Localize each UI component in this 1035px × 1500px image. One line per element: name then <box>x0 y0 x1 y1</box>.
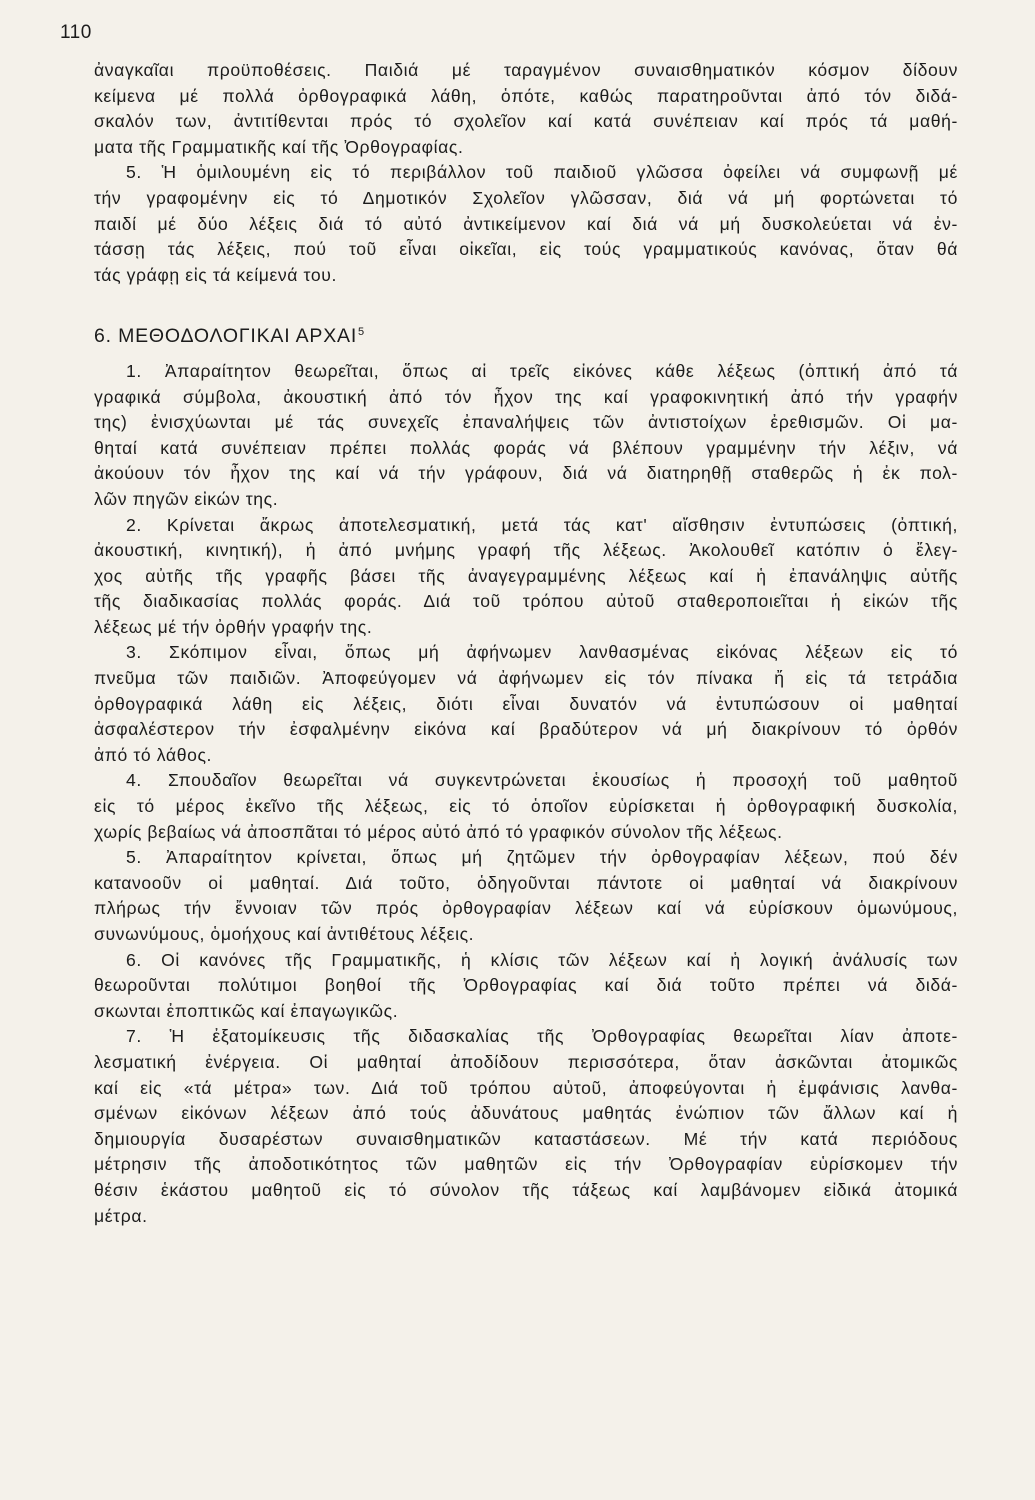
principle-7 <box>94 1024 958 1229</box>
text-line: ἀναγκαῖαι προϋποθέσεις. Παιδιά μέ ταραγμένον συναισθηματικόν κόσμον δίδουν <box>94 60 958 80</box>
text-line: χωρίς βεβαίως νά ἀποσπᾶται τό μέρος αὐτό ἀπό τό γραφικόν σύνολον τῆς λέξεως. <box>94 821 783 842</box>
text-line: μέτρησιν τῆς ἀποδοτικότητος τῶν μαθητῶν εἰς τήν Ὀρθογραφίαν εὑρίσκομεν τήν <box>94 1154 958 1175</box>
text-line: σκαλόν των, ἀντιτίθενται πρός τό σχολεῖον καί κατά συνέπειαν καί πρός τά μαθή- <box>94 111 958 132</box>
text-line: κείμενα μέ πολλά ὀρθογραφικά λάθη, ὁπότε, καθώς παρατηροῦνται ἀπό τόν διδά- <box>94 85 958 106</box>
text-line: πλήρως τήν ἔννοιαν τῶν πρός ὀρθογραφίαν λέξεων καί νά εὑρίσκουν ὁμωνύμους, <box>94 898 958 919</box>
text-line: τάσσῃ τάς λέξεις, πού τοῦ εἶναι οἰκεῖαι, εἰς τούς γραμματικούς κανόνας, ὅταν θά <box>94 239 958 260</box>
page-body <box>94 58 958 1229</box>
point-5-paragraph <box>94 160 958 288</box>
text-line: εἰς τό μέρος ἐκεῖνο τῆς λέξεως, εἰς τό ὁποῖον εὑρίσκεται ἡ ὀρθογραφική δυσκολία, <box>94 796 958 817</box>
page-number: 110 <box>60 22 92 43</box>
text-line: τήν γραφομένην εἰς τό Δημοτικόν Σχολεῖον γλῶσσαν, διά νά μή φορτώνεται τό <box>94 187 958 208</box>
text-line: σμένων εἰκόνων λέξεων ἀπό τούς ἀδυνάτους μαθητάς ἐνώπιον τῶν ἄλλων καί ἡ <box>94 1103 958 1124</box>
text-line: 3. Σκόπιμον εἶναι, ὅπως μή ἀφήνωμεν λανθασμένας εἰκόνας λέξεων εἰς τό <box>126 642 958 663</box>
principle-4 <box>94 768 958 845</box>
principle-1 <box>94 359 958 513</box>
intro-paragraph <box>94 58 958 160</box>
text-line: θέσιν ἑκάστου μαθητοῦ εἰς τό σύνολον τῆς τάξεως καί λαμβάνομεν εἰδικά ἀτομικά <box>94 1179 958 1200</box>
section-title: 6. ΜΕΘΟΔΟΛΟΓΙΚΑΙ ΑΡΧΑΙ <box>94 325 358 348</box>
text-line: της) ἐνισχύωνται μέ τάς συνεχεῖς ἐπαναλήψεις τῶν ἀντιστοίχων ἐρεθισμῶν. Οἱ μα- <box>94 412 958 433</box>
principle-2 <box>94 513 958 641</box>
principle-3 <box>94 640 958 768</box>
text-line: γραφικά σύμβολα, ἀκουστική ἀπό τόν ἦχον της καί γραφοκινητική ἀπό τήν γραφήν <box>94 386 958 407</box>
section-heading <box>94 320 958 350</box>
text-line: λῶν πηγῶν εἰκών της. <box>94 488 279 509</box>
text-line: 5. Ἡ ὁμιλουμένη εἰς τό περιβάλλον τοῦ παιδιοῦ γλῶσσα ὀφείλει νά συμφωνῇ μέ <box>126 162 958 183</box>
principle-5 <box>94 845 958 947</box>
text-line: ἀκουστική, κινητική), ἡ ἀπό μνήμης γραφή τῆς λέξεως. Ἀκολουθεῖ κατόπιν ὁ ἔλεγ- <box>94 540 958 561</box>
text-line: λέξεως μέ τήν ὀρθήν γραφήν της. <box>94 616 373 637</box>
text-line: ἀσφαλέστερον τήν ἐσφαλμένην εἰκόνα καί βραδύτερον νά μή διακρίνουν τό ὀρθόν <box>94 719 958 740</box>
text-line: 7. Ἡ ἐξατομίκευσις τῆς διδασκαλίας τῆς Ὀρθογραφίας θεωρεῖται λίαν ἀποτε- <box>126 1026 958 1047</box>
text-line: 1. Ἀπαραίτητον θεωρεῖται, ὅπως αἱ τρεῖς εἰκόνες κάθε λέξεως (ὀπτική ἀπό τά <box>126 360 958 381</box>
text-line: παιδί μέ δύο λέξεις διά τό αὐτό ἀντικείμενον καί διά νά μή δυσκολεύεται νά ἐν- <box>94 213 958 234</box>
text-line: σκωνται ἐποπτικῶς καί ἐπαγωγικῶς. <box>94 1000 399 1021</box>
text-line: λεσματική ἐνέργεια. Οἱ μαθηταί ἀποδίδουν περισσότερα, ὅταν ἀσκῶνται ἀτομικῶς <box>94 1051 958 1072</box>
text-line: συνωνύμους, ὁμοήχους καί ἀντιθέτους λέξεις. <box>94 924 475 944</box>
text-line: τάς γράφῃ εἰς τά κείμενά του. <box>94 264 337 285</box>
text-line: πνεῦμα τῶν παιδιῶν. Ἀποφεύγομεν νά ἀφήνωμεν εἰς τόν πίνακα ἤ εἰς τά τετράδια <box>94 668 958 689</box>
text-line: τῆς διαδικασίας πολλάς φοράς. Διά τοῦ τρόπου αὐτοῦ σταθεροποιεῖται ἡ εἰκών τῆς <box>94 591 958 612</box>
text-line: ὀρθογραφικά λάθη εἰς λέξεις, διότι εἶναι δυνατόν νά ἐντυπώσουν οἱ μαθηταί <box>94 693 958 714</box>
text-line: κατανοοῦν οἱ μαθηταί. Διά τοῦτο, ὁδηγοῦνται πάντοτε οἱ μαθηταί νά διακρίνουν <box>94 872 958 893</box>
text-line: θεωροῦνται πολύτιμοι βοηθοί τῆς Ὀρθογραφίας καί διά τοῦτο πρέπει νά διδά- <box>94 975 958 996</box>
text-line: 5. Ἀπαραίτητον κρίνεται, ὅπως μή ζητῶμεν τήν ὀρθογραφίαν λέξεων, πού δέν <box>126 847 958 868</box>
text-line: χος αὐτῆς τῆς γραφῆς βάσει τῆς ἀναγεγραμμένης λέξεως καί ἡ ἐπανάληψις αὐτῆς <box>94 565 958 586</box>
text-line: ματα τῆς Γραμματικῆς καί τῆς Ὀρθογραφίας. <box>94 136 464 157</box>
text-line: δημιουργία δυσαρέστων συναισθηματικῶν καταστάσεων. Μέ τήν κατά περιόδους <box>94 1128 958 1149</box>
text-line: 6. Οἱ κανόνες τῆς Γραμματικῆς, ἡ κλίσις τῶν λέξεων καί ἡ λογική ἀνάλυσίς των <box>126 949 958 970</box>
text-line: καί εἰς «τά μέτρα» των. Διά τοῦ τρόπου αὐτοῦ, ἀποφεύγονται ἡ ἐμφάνισις λανθα- <box>94 1077 958 1098</box>
text-line: ἀκούουν τόν ἦχον της καί νά τήν γράφουν, διά νά διατηρηθῇ σταθερῶς ἡ ἐκ πολ- <box>94 463 958 484</box>
text-line: μέτρα. <box>94 1205 148 1226</box>
text-line: 4. Σπουδαῖον θεωρεῖται νά συγκεντρώνεται ἑκουσίως ἡ προσοχή τοῦ μαθητοῦ <box>126 770 958 791</box>
text-line: 2. Κρίνεται ἄκρως ἀποτελεσματική, μετά τάς κατ' αἴσθησιν ἐντυπώσεις (ὀπτική, <box>126 514 958 535</box>
text-line: θηταί κατά συνέπειαν πρέπει πολλάς φοράς νά βλέπουν γραμμένην τήν λέξιν, νά <box>94 437 958 458</box>
text-line: ἀπό τό λάθος. <box>94 744 213 765</box>
footnote-marker: 5 <box>358 326 365 339</box>
principle-6 <box>94 948 958 1025</box>
